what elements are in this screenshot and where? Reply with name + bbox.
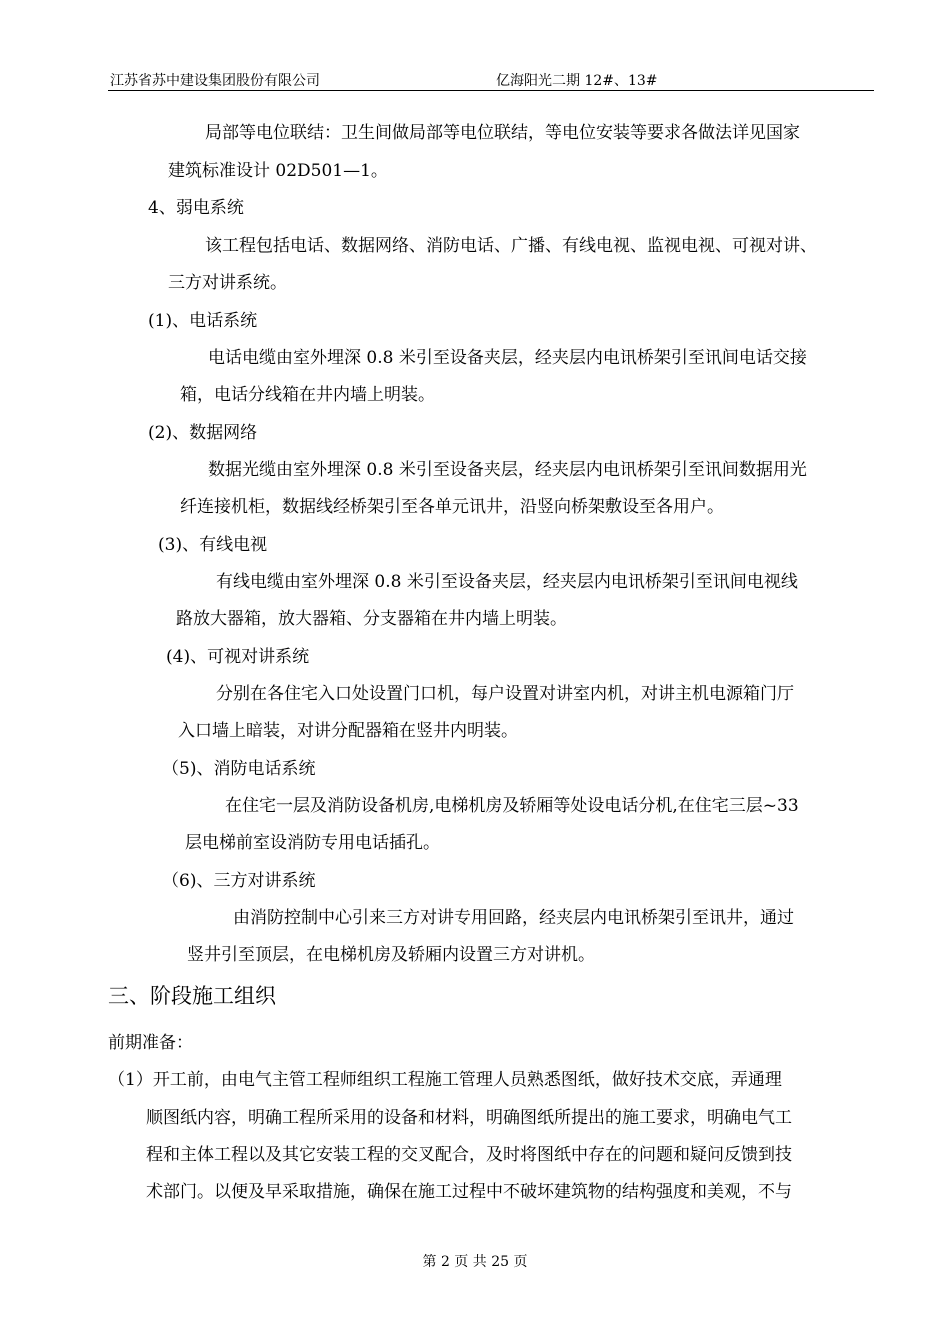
item-heading: （6)、三方对讲系统 [162, 871, 316, 891]
header-company: 江苏省苏中建设集团股份有限公司 [110, 73, 320, 89]
body-line: 分别在各住宅入口处设置门口机，每户设置对讲室内机，对讲主机电源箱门厅 [216, 684, 794, 704]
body-line: 竖井引至顶层，在电梯机房及轿厢内设置三方对讲机。 [187, 945, 595, 965]
body-line: 程和主体工程以及其它安装工程的交叉配合，及时将图纸中存在的问题和疑问反馈到技 [146, 1145, 792, 1165]
subsection-heading: 4、弱电系统 [148, 198, 244, 218]
body-line: 箱，电话分线箱在井内墙上明装。 [180, 385, 435, 405]
body-line: 入口墙上暗装，对讲分配器箱在竖井内明装。 [178, 721, 518, 741]
body-line: （1）开工前，由电气主管工程师组织工程施工管理人员熟悉图纸，做好技术交底，弄通理 [108, 1070, 782, 1090]
body-line: 电话电缆由室外埋深 0.8 米引至设备夹层，经夹层内电讯桥架引至讯间电话交接 [208, 348, 807, 368]
body-line: 顺图纸内容，明确工程所采用的设备和材料，明确图纸所提出的施工要求，明确电气工 [146, 1108, 792, 1128]
item-heading: (1)、电话系统 [148, 311, 258, 331]
body-line: 路放大器箱，放大器箱、分支器箱在井内墙上明装。 [176, 609, 567, 629]
item-heading: (4)、可视对讲系统 [166, 647, 310, 667]
body-line: 数据光缆由室外埋深 0.8 米引至设备夹层，经夹层内电讯桥架引至讯间数据用光 [208, 460, 807, 480]
body-line: 三方对讲系统。 [168, 273, 287, 293]
body-line: 前期准备： [108, 1033, 193, 1053]
page-header [108, 70, 874, 91]
section-title: 三、阶段施工组织 [108, 984, 276, 1008]
body-line: 在住宅一层及消防设备机房,电梯机房及轿厢等处设电话分机,在住宅三层~33 [225, 796, 799, 816]
header-project: 亿海阳光二期 12#、13# [496, 73, 658, 89]
item-heading: （5)、消防电话系统 [162, 759, 316, 779]
body-line: 层电梯前室设消防专用电话插孔。 [185, 833, 440, 853]
body-line: 纤连接机柜，数据线经桥架引至各单元讯井，沿竖向桥架敷设至各用户。 [180, 497, 724, 517]
item-heading: (3)、有线电视 [158, 535, 268, 555]
item-heading: (2)、数据网络 [148, 423, 258, 443]
page-footer: 第 2 页 共 25 页 [422, 1254, 528, 1270]
body-line: 术部门。以便及早采取措施，确保在施工过程中不破坏建筑物的结构强度和美观，不与 [146, 1182, 792, 1202]
body-line: 有线电缆由室外埋深 0.8 米引至设备夹层，经夹层内电讯桥架引至讯间电视线 [216, 572, 798, 592]
body-line: 局部等电位联结：卫生间做局部等电位联结，等电位安装等要求各做法详见国家 [205, 123, 800, 143]
body-line: 建筑标准设计 02D501—1。 [168, 161, 388, 181]
body-line: 该工程包括电话、数据网络、消防电话、广播、有线电视、监视电视、可视对讲、 [205, 236, 817, 256]
body-line: 由消防控制中心引来三方对讲专用回路，经夹层内电讯桥架引至讯井，通过 [233, 908, 794, 928]
